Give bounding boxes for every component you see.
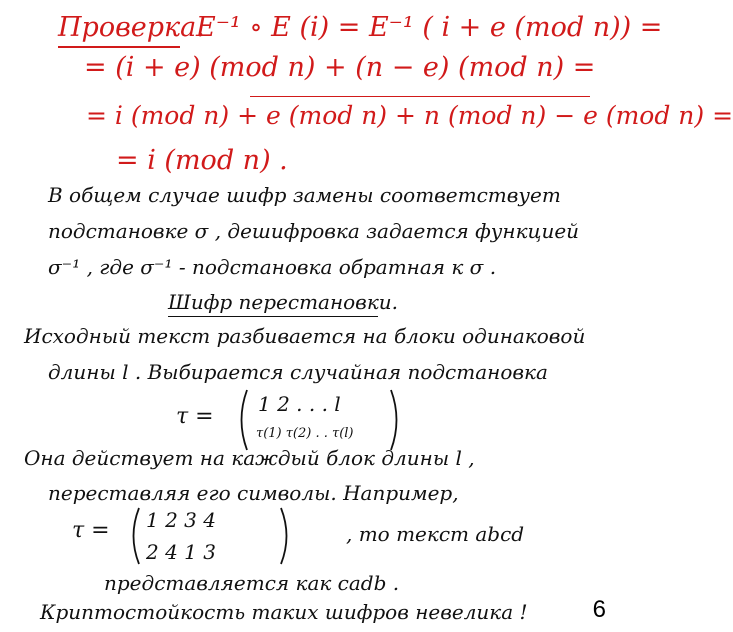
verification-label: Проверка. bbox=[58, 12, 205, 43]
page-number: 6 bbox=[592, 596, 606, 623]
tau-top-row: 1 2 . . . l bbox=[258, 392, 341, 416]
verification-line-2: = (i + e) (mod n) + (n − e) (mod n) = bbox=[84, 52, 596, 83]
example-bottom-row: 2 4 1 3 bbox=[146, 540, 216, 564]
paragraph-1-line-2: подстановке σ , дешифровка задается функцией bbox=[48, 219, 580, 243]
paragraph-1-line-1: В общем случае шифр замены соответствует bbox=[48, 183, 561, 207]
paragraph-3-line-1: Она действует на каждый блок длины l , bbox=[24, 446, 475, 470]
paragraph-3-line-2: переставляя его символы. Например, bbox=[48, 481, 459, 505]
verification-underline bbox=[58, 46, 180, 48]
paragraph-2-line-1: Исходный текст разбивается на блоки одинаковой bbox=[24, 324, 586, 348]
paragraph-1-line-3: σ⁻¹ , где σ⁻¹ - подстановка обратная к σ . bbox=[48, 255, 497, 279]
verification-line-3: = i (mod n) + e (mod n) + n (mod n) − e (mod n) = bbox=[86, 101, 733, 130]
tau-label: τ = bbox=[176, 404, 214, 429]
paragraph-4-line-2: Криптостойкость таких шифров невелика ! bbox=[40, 600, 528, 624]
tau-right-paren bbox=[388, 388, 404, 452]
example-tail: , то текст abcd bbox=[346, 522, 525, 546]
example-right-paren bbox=[278, 506, 294, 566]
tau-bottom-row: τ(1) τ(2) . . τ(l) bbox=[256, 426, 354, 441]
example-top-row: 1 2 3 4 bbox=[146, 508, 216, 532]
section-heading-underline bbox=[168, 316, 378, 317]
example-left-paren bbox=[126, 506, 142, 566]
example-tau-label: τ = bbox=[72, 518, 110, 543]
tau-left-paren bbox=[234, 388, 250, 452]
verification-line-1: E⁻¹ ∘ E (i) = E⁻¹ ( i + e (mod n)) = bbox=[196, 12, 663, 43]
verification-line-4: = i (mod n) . bbox=[116, 145, 288, 176]
paragraph-4-line-1: представляется как cadb . bbox=[104, 571, 400, 595]
paragraph-2-line-2: длины l . Выбирается случайная подстановка bbox=[48, 360, 548, 384]
cancel-overline bbox=[250, 96, 590, 97]
section-heading: Шифр перестановки. bbox=[168, 290, 398, 314]
